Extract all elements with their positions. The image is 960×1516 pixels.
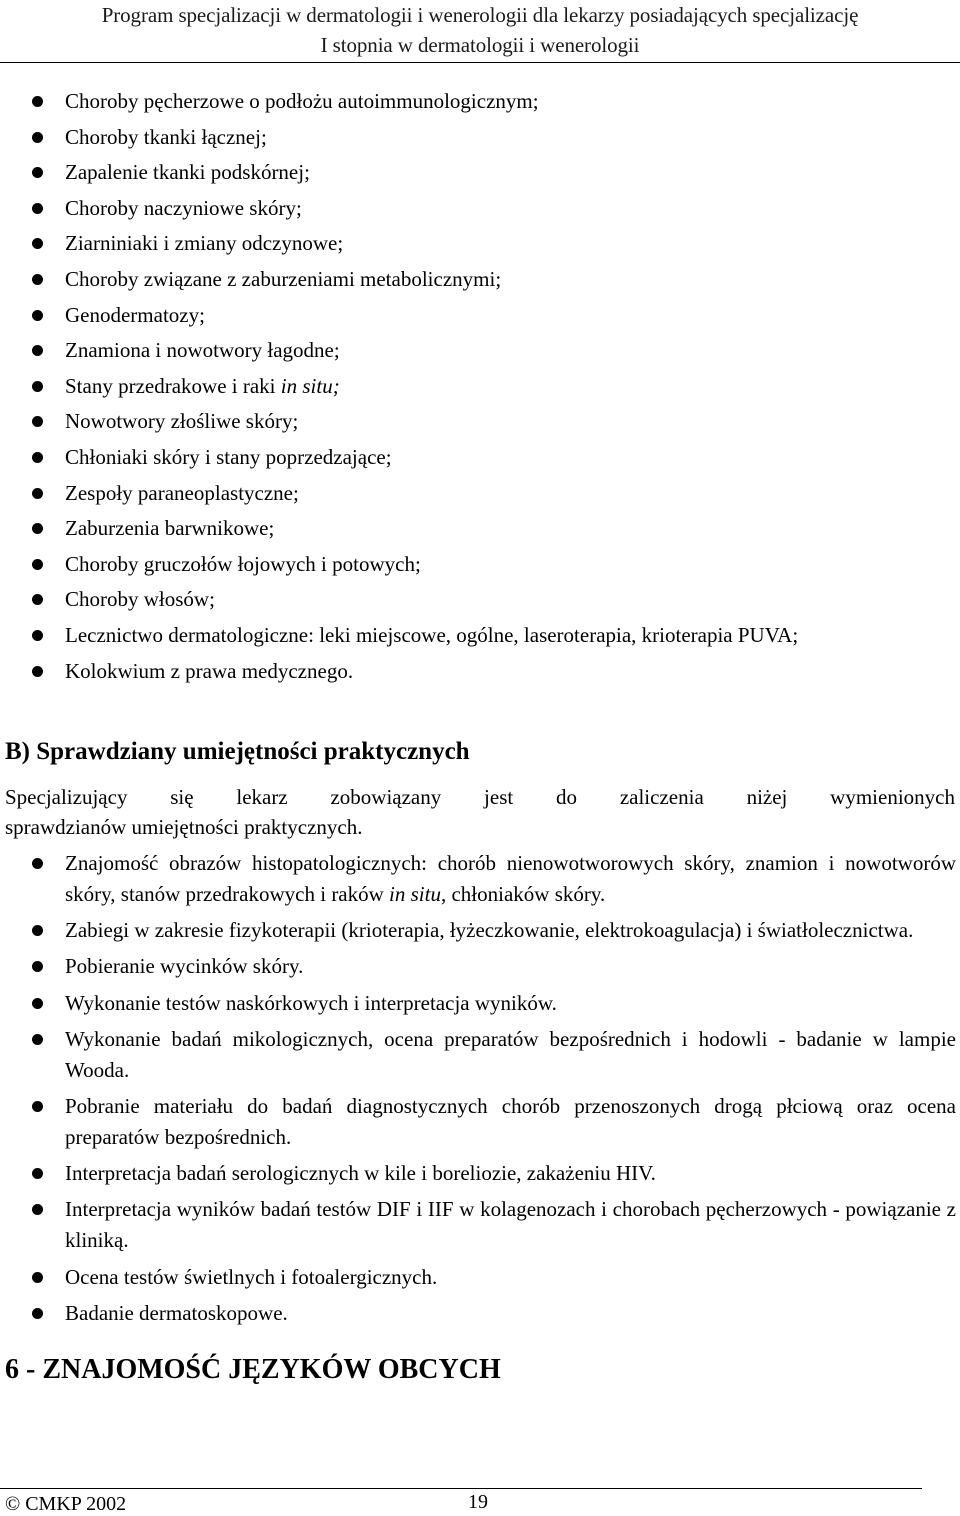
list-item: Ocena testów świetlnych i fotoalergicznych.	[0, 1262, 960, 1293]
bullet-icon	[32, 594, 43, 605]
header-title-line1: Program specjalizacji w dermatologii i wenerologii dla lekarzy posiadających specjalizację	[101, 3, 859, 27]
bullet-icon	[32, 238, 43, 249]
list-item: Kolokwium z prawa medycznego.	[0, 656, 960, 687]
page-number: 19	[468, 1491, 488, 1513]
list-item: Badanie dermatoskopowe.	[0, 1298, 960, 1329]
list-item: Znajomość obrazów histopatologicznych: chorób nienowotworowych skóry, znamion i nowotworów skóry, stanów przedrakowych i raków in situ, chłoniaków skóry.	[0, 848, 960, 910]
list-item: Stany przedrakowe i raki in situ;	[0, 371, 960, 402]
header-title-line2: I stopnia w dermatologii i wenerologii	[320, 33, 640, 57]
bullet-icon	[32, 381, 43, 392]
list-item: Choroby tkanki łącznej;	[0, 122, 960, 153]
list-item: Choroby związane z zaburzeniami metabolicznymi;	[0, 264, 960, 295]
bullet-icon	[32, 523, 43, 534]
list-item: Zespoły paraneoplastyczne;	[0, 478, 960, 509]
section-6-heading: 6 - ZNAJOMOŚĆ JĘZYKÓW OBCYCH	[5, 1354, 501, 1385]
bullet-icon	[32, 167, 43, 178]
section-b-intro	[5, 782, 955, 842]
list-item: Choroby pęcherzowe o podłożu autoimmunologicznym;	[0, 86, 960, 117]
bullet-icon	[32, 452, 43, 463]
bullet-icon	[32, 203, 43, 214]
list-item: Genodermatozy;	[0, 300, 960, 331]
bullet-icon	[32, 666, 43, 677]
bullet-icon	[32, 1204, 43, 1215]
bullet-icon	[32, 1308, 43, 1319]
bullet-icon	[32, 1034, 43, 1045]
bullet-icon	[32, 488, 43, 499]
bullet-icon	[32, 858, 43, 869]
list-item: Interpretacja wyników badań testów DIF i IIF w kolagenozach i chorobach pęcherzowych - powiązanie z kliniką.	[0, 1194, 960, 1256]
list-item: Zabiegi w zakresie fizykoterapii (krioterapia, łyżeczkowanie, elektrokoagulacja) i światłolecznictwa.	[0, 915, 960, 946]
bullet-icon	[32, 345, 43, 356]
list-item: Wykonanie testów naskórkowych i interpretacja wyników.	[0, 988, 960, 1019]
list-item: Choroby włosów;	[0, 584, 960, 615]
footer-copyright: © CMKP 2002	[5, 1493, 127, 1515]
intro-line-2: sprawdzianów umiejętności praktycznych.	[5, 815, 363, 839]
intro-line-1: Specjalizujący się lekarz zobowiązany jest do zaliczenia niżej wymienionych	[5, 785, 955, 809]
bullet-icon	[32, 416, 43, 427]
list-item: Wykonanie badań mikologicznych, ocena preparatów bezpośrednich i hodowli - badanie w lampie Wooda.	[0, 1024, 960, 1086]
list-item: Ziarniniaki i zmiany odczynowe;	[0, 228, 960, 259]
practical-skills-list	[0, 848, 960, 1329]
list-item: Pobieranie wycinków skóry.	[0, 951, 960, 982]
list-item: Lecznictwo dermatologiczne: leki miejscowe, ogólne, laseroterapia, krioterapia PUVA;	[0, 620, 960, 651]
list-item: Zapalenie tkanki podskórnej;	[0, 157, 960, 188]
bullet-icon	[32, 559, 43, 570]
bullet-icon	[32, 925, 43, 936]
bullet-icon	[32, 998, 43, 1009]
list-item: Nowotwory złośliwe skóry;	[0, 406, 960, 437]
list-item: Choroby gruczołów łojowych i potowych;	[0, 549, 960, 580]
bullet-icon	[32, 1101, 43, 1112]
list-item: Choroby naczyniowe skóry;	[0, 193, 960, 224]
list-item: Pobranie materiału do badań diagnostycznych chorób przenoszonych drogą płciową oraz ocena preparatów bezpośrednich.	[0, 1091, 960, 1153]
bullet-icon	[32, 132, 43, 143]
bullet-icon	[32, 630, 43, 641]
list-item: Zaburzenia barwnikowe;	[0, 513, 960, 544]
section-b-heading: B) Sprawdziany umiejętności praktycznych	[5, 738, 470, 765]
bullet-icon	[32, 961, 43, 972]
topics-list	[0, 86, 960, 687]
bullet-icon	[32, 96, 43, 107]
bullet-icon	[32, 274, 43, 285]
list-item: Chłoniaki skóry i stany poprzedzające;	[0, 442, 960, 473]
bullet-icon	[32, 1272, 43, 1283]
bullet-icon	[32, 310, 43, 321]
footer-divider	[0, 1488, 922, 1489]
list-item: Interpretacja badań serologicznych w kile i boreliozie, zakażeniu HIV.	[0, 1158, 960, 1189]
bullet-icon	[32, 1168, 43, 1179]
list-item: Znamiona i nowotwory łagodne;	[0, 335, 960, 366]
page-header	[0, 0, 960, 63]
